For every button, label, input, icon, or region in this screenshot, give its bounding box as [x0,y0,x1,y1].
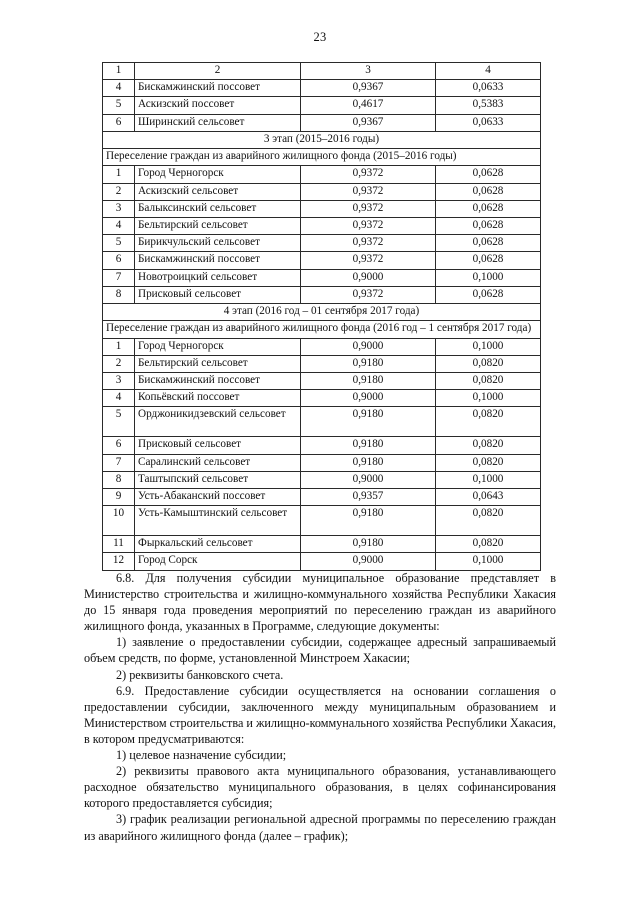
share-column-4-cell: 0,1000 [436,553,541,570]
table-row [103,437,541,454]
share-column-3-cell: 0,9180 [301,454,436,471]
share-column-3-cell: 0,9372 [301,252,436,269]
table-row [103,200,541,217]
row-number-cell: 4 [103,390,135,407]
share-column-4-cell: 0,0633 [436,80,541,97]
share-column-4-cell: 0,0628 [436,252,541,269]
share-column-4-cell: 0,1000 [436,471,541,488]
row-number-cell: 7 [103,454,135,471]
table-row [103,252,541,269]
share-column-3-cell: 0,9180 [301,437,436,454]
row-number-cell: 12 [103,553,135,570]
row-number-cell: 11 [103,536,135,553]
table-row [103,269,541,286]
table-row [103,471,541,488]
share-column-4-cell: 0,0820 [436,437,541,454]
stage-4-title-row [103,304,541,321]
subsidy-table-body [103,63,541,571]
row-number-cell: 3 [103,372,135,389]
table-row [103,338,541,355]
municipality-name-cell: Новотроицкий сельсовет [135,269,301,286]
row-number-cell: 8 [103,286,135,303]
share-column-4-cell: 0,5383 [436,97,541,114]
paragraph-6-8-item-2: 2) реквизиты банковского счета. [116,667,284,682]
share-column-3-cell: 0,9372 [301,286,436,303]
paragraph-6-9-item-1: 1) целевое назначение субсидии; [116,748,287,763]
row-number-cell: 1 [103,166,135,183]
subsidy-table [102,62,541,571]
municipality-name-cell: Присковый сельсовет [135,437,301,454]
share-column-3-cell: 0,9372 [301,166,436,183]
municipality-name-cell: Усть-Абаканский поссовет [135,489,301,506]
share-column-3-cell: 0,9180 [301,407,436,437]
municipality-name-cell: Копьёвский поссовет [135,390,301,407]
table-row [103,553,541,570]
row-number-cell: 7 [103,269,135,286]
municipality-name-cell: Город Сорск [135,553,301,570]
share-column-4-cell: 0,0820 [436,372,541,389]
row-number-cell: 5 [103,407,135,437]
municipality-name-cell: Орджоникидзевский сельсовет [135,407,301,437]
municipality-name-cell: Таштыпский сельсовет [135,471,301,488]
stage-4-subtitle: Переселение граждан из аварийного жилищного фонда (2016 год – 1 сентября 2017 года) [103,321,541,338]
municipality-name-cell: Саралинский сельсовет [135,454,301,471]
share-column-4-cell: 0,0820 [436,355,541,372]
share-column-4-cell: 0,0628 [436,200,541,217]
share-column-3-cell: 0,9367 [301,114,436,131]
subsidy-table-wrapper [102,62,540,571]
table-row [103,183,541,200]
share-column-3-cell: 0,4617 [301,97,436,114]
share-column-3-cell: 0,9372 [301,200,436,217]
share-column-3-cell: 0,9000 [301,269,436,286]
paragraph-6-9: 6.9. Предоставление субсидии осуществляется на основании соглашения о предоставлении субсидии, заключенного между муниципальным образованием и Министерством строительства и жилищно-коммунального хозяйства Республики Хакасия, в котором предусматриваются: [84,683,556,746]
stage-3-subtitle-row [103,149,541,166]
municipality-name-cell: Бискамжинский поссовет [135,372,301,389]
page-number: 23 [313,30,327,44]
table-row [103,536,541,553]
table-header-row [103,63,541,80]
share-column-3-cell: 0,9180 [301,506,436,536]
municipality-name-cell: Фыркальский сельсовет [135,536,301,553]
municipality-name-cell: Балыксинский сельсовет [135,200,301,217]
share-column-4-cell: 0,0628 [436,235,541,252]
share-column-3-cell: 0,9372 [301,217,436,234]
stage-3-title-row [103,131,541,148]
share-column-4-cell: 0,1000 [436,338,541,355]
share-column-3-cell: 0,9000 [301,471,436,488]
share-column-4-cell: 0,0628 [436,183,541,200]
municipality-name-cell: Бельтирский сельсовет [135,355,301,372]
table-row [103,390,541,407]
row-number-cell: 9 [103,489,135,506]
row-number-cell: 10 [103,506,135,536]
paragraph-6-9-item-3: 3) график реализации региональной адресной программы по переселению граждан из аварийного жилищного фонда (далее – график); [84,812,556,843]
table-row [103,407,541,437]
row-number-cell: 1 [103,338,135,355]
stage-3-subtitle: Переселение граждан из аварийного жилищного фонда (2015–2016 годы) [103,149,541,166]
share-column-3-cell: 0,9000 [301,553,436,570]
share-column-4-cell: 0,0628 [436,286,541,303]
row-number-cell: 6 [103,437,135,454]
row-number-cell: 3 [103,200,135,217]
municipality-name-cell: Усть-Камыштинский сельсовет [135,506,301,536]
body-text [84,570,556,844]
table-row [103,235,541,252]
share-column-4-cell: 0,0820 [436,506,541,536]
municipality-name-cell: Город Черногорск [135,166,301,183]
table-row [103,286,541,303]
share-column-3-cell: 0,9180 [301,536,436,553]
municipality-name-cell: Бискамжинский поссовет [135,80,301,97]
paragraph-6-9-item-2: 2) реквизиты правового акта муниципального образования, устанавливающего расходное обязательство муниципального образования, в целях софинансирования которого предоставляется субсидия; [84,764,556,811]
row-number-cell: 4 [103,80,135,97]
municipality-name-cell: Бискамжинский поссовет [135,252,301,269]
row-number-cell: 6 [103,252,135,269]
share-column-3-cell: 0,9180 [301,355,436,372]
table-row [103,80,541,97]
table-row [103,97,541,114]
municipality-name-cell: Ширинский сельсовет [135,114,301,131]
municipality-name-cell: Бирикчульский сельсовет [135,235,301,252]
stage-3-title: 3 этап (2015–2016 годы) [103,131,541,148]
stage-4-title: 4 этап (2016 год – 01 сентября 2017 года) [103,304,541,321]
paragraph-6-8-item-1: 1) заявление о предоставлении субсидии, содержащее адресный запрашиваемый объем средств, по форме, установленной Минстроем Хакасии; [84,635,556,666]
row-number-cell: 5 [103,97,135,114]
table-row [103,217,541,234]
share-column-4-cell: 0,1000 [436,390,541,407]
municipality-name-cell: Аскизский поссовет [135,97,301,114]
share-column-4-cell: 0,0628 [436,166,541,183]
row-number-cell: 2 [103,183,135,200]
row-number-cell: 6 [103,114,135,131]
share-column-4-cell: 0,0820 [436,536,541,553]
municipality-name-cell: Аскизский сельсовет [135,183,301,200]
share-column-3-cell: 0,9372 [301,235,436,252]
table-row [103,489,541,506]
row-number-cell: 4 [103,217,135,234]
table-row [103,114,541,131]
stage-4-subtitle-row [103,321,541,338]
column-header-3: 3 [301,63,436,80]
municipality-name-cell: Бельтирский сельсовет [135,217,301,234]
share-column-3-cell: 0,9367 [301,80,436,97]
table-row [103,372,541,389]
table-row [103,454,541,471]
row-number-cell: 5 [103,235,135,252]
column-header-2: 2 [135,63,301,80]
paragraph-6-8: 6.8. Для получения субсидии муниципальное образование представляет в Министерство строительства и жилищно-коммунального хозяйства Республики Хакасия до 15 января года проведения мероприятий по переселению граждан из аварийного жилищного фонда, указанных в Программе, следующие документы: [84,571,556,634]
share-column-4-cell: 0,0628 [436,217,541,234]
share-column-3-cell: 0,9180 [301,372,436,389]
column-header-4: 4 [436,63,541,80]
share-column-3-cell: 0,9357 [301,489,436,506]
share-column-3-cell: 0,9000 [301,338,436,355]
share-column-3-cell: 0,9372 [301,183,436,200]
share-column-4-cell: 0,1000 [436,269,541,286]
share-column-4-cell: 0,0820 [436,454,541,471]
table-row [103,355,541,372]
row-number-cell: 2 [103,355,135,372]
share-column-4-cell: 0,0643 [436,489,541,506]
share-column-4-cell: 0,0820 [436,407,541,437]
share-column-3-cell: 0,9000 [301,390,436,407]
row-number-cell: 8 [103,471,135,488]
municipality-name-cell: Город Черногорск [135,338,301,355]
table-row [103,166,541,183]
share-column-4-cell: 0,0633 [436,114,541,131]
column-header-1: 1 [103,63,135,80]
table-row [103,506,541,536]
municipality-name-cell: Присковый сельсовет [135,286,301,303]
